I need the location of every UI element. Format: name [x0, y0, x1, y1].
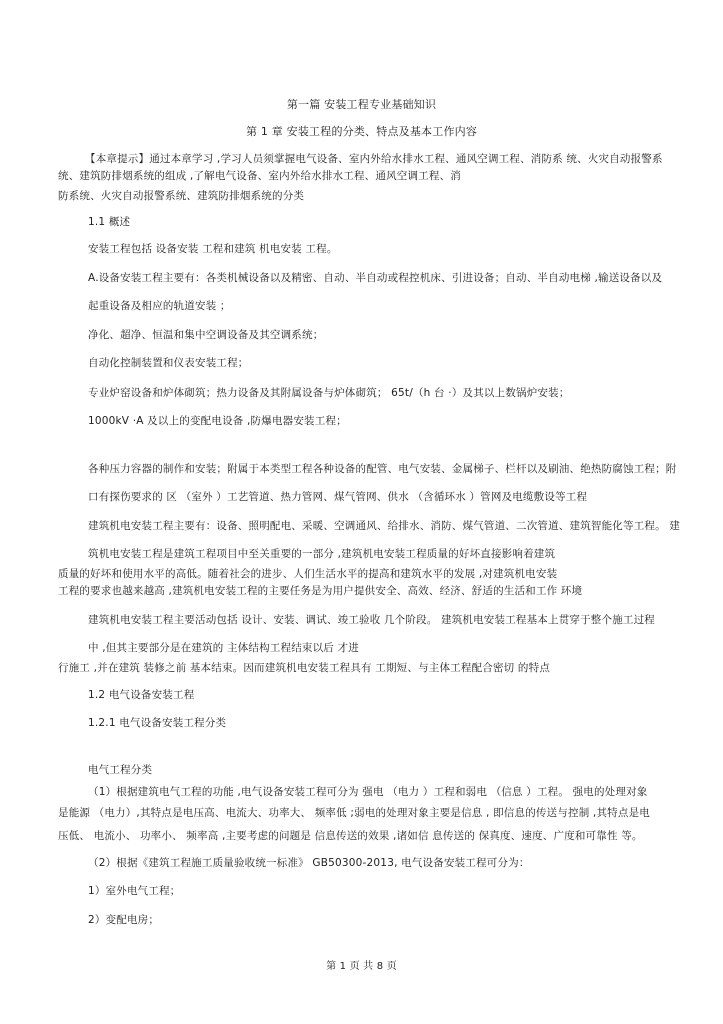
paragraph: 行施工 ,并在建筑 装修之前 基本结束。因而建筑机电安装工程具有 工期短、与主体工程配合密切 的特点: [58, 662, 551, 674]
paragraph: 筑机电安装工程是建筑工程项目中至关重要的一部分 ,建筑机电安装工程质量的好坏直接影响着建筑: [88, 548, 556, 560]
list-item: 专业炉窑设备和炉体砌筑；热力设备及其附属设备与炉体砌筑； 65t/（h 台 ·）及其以上数锅炉安装；: [88, 387, 570, 399]
paragraph: 起重设备及相应的轨道安装 ；: [88, 300, 231, 312]
paragraph: 各种压力容器的制作和安装；附属于本类型工程各种设备的配管、电气安装、金属梯子、栏杆以及刷油、绝热防腐蚀工程；附: [88, 463, 677, 475]
paragraph: 建筑机电安装工程主要有：设备、照明配电、采暖、空调通风、给排水、消防、煤气管道、二次管道、建筑智能化等工程。 建: [88, 520, 681, 532]
paragraph-title: 电气工程分类: [88, 764, 153, 776]
paragraph: 是能源 （电力）,其特点是电压高、电流大、功率大、 频率低 ;弱电的处理对象主要是信息 , 即信息的传送与控制 ,其特点是电: [58, 807, 650, 819]
list-item: 1）室外电气工程；: [88, 885, 181, 897]
paragraph: 中 ,但其主要部分是在建筑的 主体结构工程结束以后 才进: [88, 642, 359, 654]
list-item: 净化、超净、恒温和集中空调设备及其空调系统；: [88, 329, 324, 341]
paragraph: 压低、 电流小、 功率小、 频率高 ,主要考虑的问题是 信息传送的效果 ,诸如信 息传送的 保真度、速度、广度和可靠性 等。: [58, 830, 643, 842]
paragraph: 质量的好坏和使用水平的高低。随着社会的进步、人们生活水平的提高和建筑水平的发展 ,对建筑机电安装: [58, 568, 558, 580]
paragraph: 口有探伤要求的 区 （室外 ）工艺管道、热力管网、煤气管网、供水 （含循环水 ）管网及电缆敷设等工程: [88, 491, 588, 503]
summary-line: 【本章提示】通过本章学习 ,学习人员须掌握电气设备、室内外给水排水工程、通风空调工程、消防系 统、火灾自动报警系: [85, 153, 663, 165]
part-title: 第一篇 安装工程专业基础知识: [286, 98, 437, 111]
list-item: 2）变配电房；: [88, 914, 160, 926]
paragraph: 建筑机电安装工程主要活动包括 设计、安装、调试、竣工验收 几个阶段。 建筑机电安装工程基本上贯穿于整个施工过程: [88, 614, 656, 626]
summary-line: 统、建筑防排烟系统的组成 ,了解电气设备、室内外给水排水工程、通风空调工程、消: [58, 170, 461, 182]
chapter-title: 第 1 章 安装工程的分类、特点及基本工作内容: [245, 125, 478, 138]
paragraph: （1）根据建筑电气工程的功能 ,电气设备安装工程可分为 强电 （电力 ）工程和弱电 （信息 ）工程。 强电的处理对象: [88, 786, 648, 798]
section-heading: 1.1 概述: [88, 216, 131, 228]
paragraph: 工程的要求也越来越高 ,建筑机电安装工程的主要任务是为用户提供安全、高效、经济、舒适的生活和工作 环境: [58, 585, 583, 597]
list-item: 1000kV ·A 及以上的变配电设备 ,防爆电器安装工程；: [88, 415, 347, 427]
subsection-heading: 1.2.1 电气设备安装工程分类: [88, 717, 227, 729]
paragraph: 安装工程包括 设备安装 工程和建筑 机电安装 工程。: [88, 243, 338, 255]
summary-line: 防系统、火灾自动报警系统、建筑防排烟系统的分类: [58, 190, 305, 202]
list-item: 自动化控制装置和仪表安装工程；: [88, 357, 249, 369]
section-heading: 1.2 电气设备安装工程: [88, 689, 195, 701]
paragraph: A.设备安装工程主要有：各类机械设备以及精密、自动、半自动或程控机床、引进设备；自动、半自动电梯 ,输送设备以及: [88, 272, 663, 284]
page-footer: 第 1 页 共 8 页: [326, 961, 397, 972]
paragraph: （2）根据《建筑工程施工质量验收统一标准》 GB50300-2013, 电气设备安装工程可分为：: [88, 857, 530, 869]
